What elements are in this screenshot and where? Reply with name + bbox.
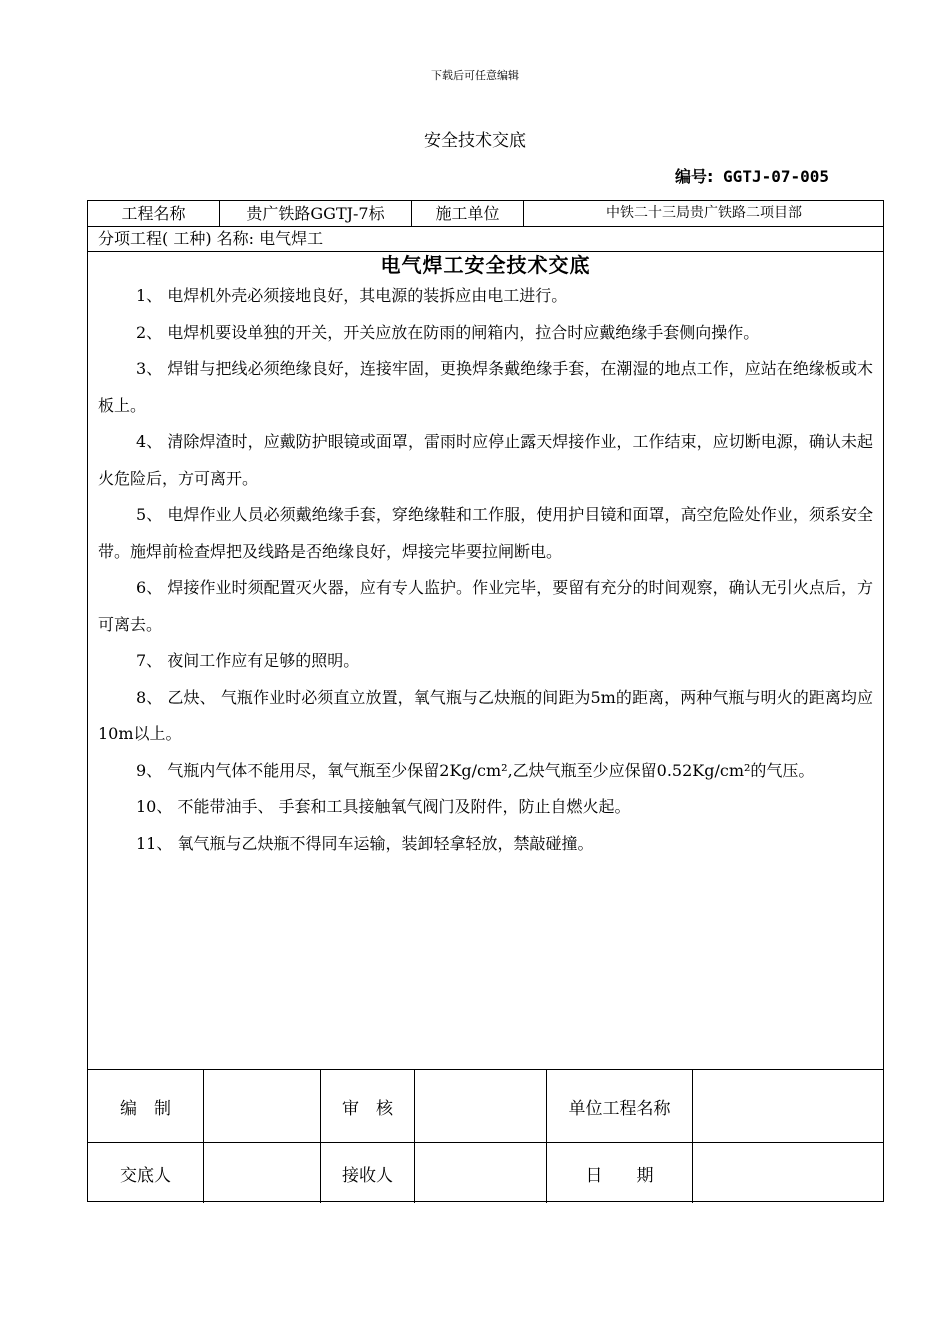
review-label: 审 核 bbox=[321, 1070, 415, 1142]
document-title: 安全技术交底 bbox=[424, 131, 526, 151]
disclosure-form bbox=[87, 200, 884, 1202]
receiver-field[interactable] bbox=[415, 1143, 547, 1203]
discloser-field[interactable] bbox=[204, 1143, 321, 1203]
safety-item: 6、 焊接作业时须配置灭火器，应有专人监护。作业完毕，要留有充分的时间观察，确认无引火点后，方可离去。 bbox=[98, 578, 873, 634]
safety-item: 8、 乙炔、 气瓶作业时必须直立放置，氧气瓶与乙炔瓶的间距为5m的距离，两种气瓶与明火的距离均应10m以上。 bbox=[98, 687, 873, 743]
construction-unit-value: 中铁二十三局贵广铁路二项目部 bbox=[606, 205, 802, 221]
safety-item: 1、 电焊机外壳必须接地良好，其电源的装拆应由电工进行。 bbox=[136, 286, 568, 305]
date-field[interactable] bbox=[693, 1143, 883, 1203]
safety-item: 5、 电焊作业人员必须戴绝缘手套，穿绝缘鞋和工作服，使用护目镜和面罩，高空危险处作业，须系安全带。施焊前检查焊把及线路是否绝缘良好，焊接完毕要拉闸断电。 bbox=[98, 505, 873, 561]
signature-table bbox=[88, 1070, 883, 1201]
safety-item: 4、 清除焊渣时，应戴防护眼镜或面罩，雷雨时应停止露天焊接作业，工作结束，应切断电源，确认未起火危险后，方可离开。 bbox=[98, 432, 873, 488]
safety-item: 10、 不能带油手、 手套和工具接触氧气阀门及附件，防止自燃火起。 bbox=[136, 797, 631, 816]
safety-item: 9、 气瓶内气体不能用尽，氧气瓶至少保留2Kg/cm²,乙炔气瓶至少应保留0.52Kg/cm²的气压。 bbox=[136, 760, 815, 780]
discloser-label: 交底人 bbox=[88, 1143, 204, 1203]
review-field[interactable] bbox=[415, 1070, 547, 1142]
safety-item: 2、 电焊机要设单独的开关，开关应放在防雨的闸箱内，拉合时应戴绝缘手套侧向操作。 bbox=[136, 322, 760, 342]
content-title: 电气焊工安全技术交底 bbox=[380, 253, 591, 277]
document-number-value: GGTJ-07-005 bbox=[723, 167, 830, 186]
receiver-label: 接收人 bbox=[321, 1143, 415, 1203]
date-label: 日 期 bbox=[547, 1143, 693, 1203]
disclosure-content bbox=[88, 252, 883, 1070]
construction-unit-label: 施工单位 bbox=[412, 201, 524, 226]
download-note: 下载后可任意编辑 bbox=[431, 69, 519, 82]
document-number-label: 编号: bbox=[675, 167, 714, 186]
signature-row-2 bbox=[88, 1143, 883, 1203]
safety-item: 3、 焊钳与把线必须绝缘良好，连接牢固，更换焊条戴绝缘手套，在潮湿的地点工作，应站在绝缘板或木板上。 bbox=[98, 359, 873, 415]
signature-row-1 bbox=[88, 1070, 883, 1143]
compile-field[interactable] bbox=[204, 1070, 321, 1142]
safety-item: 7、 夜间工作应有足够的照明。 bbox=[136, 651, 360, 670]
unit-project-name-label: 单位工程名称 bbox=[547, 1070, 693, 1142]
unit-project-name-field[interactable] bbox=[693, 1070, 883, 1142]
safety-item: 11、 氧气瓶与乙炔瓶不得同车运输，装卸轻拿轻放，禁敲碰撞。 bbox=[136, 833, 594, 853]
project-name-label: 工程名称 bbox=[88, 201, 220, 226]
sub-project-row: 分项工程( 工种) 名称: 电气焊工 bbox=[88, 227, 883, 252]
project-name-value: 贵广铁路GGTJ-7标 bbox=[220, 201, 412, 226]
document-number bbox=[675, 164, 829, 187]
compile-label: 编 制 bbox=[88, 1070, 204, 1142]
safety-items bbox=[88, 278, 883, 862]
info-row bbox=[88, 201, 883, 227]
